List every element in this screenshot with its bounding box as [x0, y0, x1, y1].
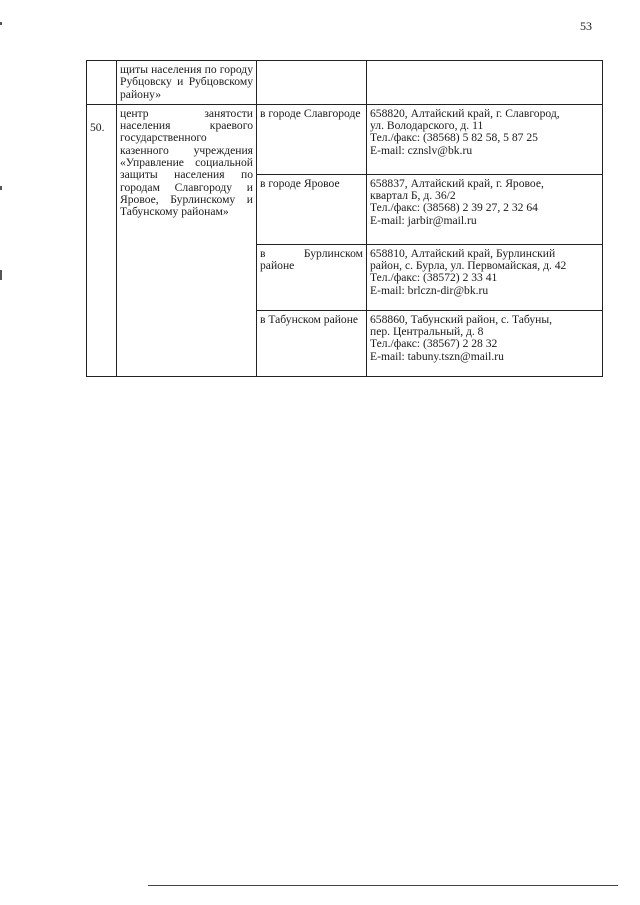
address-cell-empty [367, 61, 603, 105]
bottom-rule [148, 885, 618, 886]
address-line: район, с. Бурла, ул. Первомайская, д. 42 [370, 259, 567, 273]
scan-mark [0, 22, 2, 25]
email-line: E-mail: cznslv@bk.ru [370, 143, 473, 157]
org-name-cell: центр занятости населения краевого государственного казенного учреждения «Управление социальной защиты населения по городам Славгороду и Яровое, Бурлинскому и Табунскому районам» [117, 104, 257, 376]
address-line: пер. Центральный, д. 8 [370, 325, 484, 339]
branch-contacts [367, 174, 603, 244]
branch-location: в Табунском районе [257, 310, 367, 376]
email-line: E-mail: tabuny.tszn@mail.ru [370, 349, 504, 363]
table-row [87, 104, 603, 174]
email-line: E-mail: jarbir@mail.ru [370, 213, 477, 227]
branch-contacts [367, 310, 603, 376]
phone-line: Тел./факс: (38568) 5 82 58, 5 87 25 [370, 131, 538, 145]
branch-location: в городе Славгороде [257, 104, 367, 174]
phone-line: Тел./факс: (38567) 2 28 32 [370, 337, 498, 351]
branch-contacts [367, 104, 603, 174]
address-line: квартал Б, д. 36/2 [370, 189, 456, 203]
org-name-cell: щиты населения по городу Рубцовску и Рубцовскому району» [117, 61, 257, 105]
row-number: 50. [87, 104, 117, 376]
address-line: 658820, Алтайский край, г. Славгород, [370, 106, 560, 120]
phone-line: Тел./факс: (38572) 2 33 41 [370, 271, 498, 285]
email-line: E-mail: brlczn-dir@bk.ru [370, 283, 489, 297]
offices-table [86, 60, 603, 377]
location-cell-empty [257, 61, 367, 105]
phone-line: Тел./факс: (38568) 2 39 27, 2 32 64 [370, 201, 538, 215]
branch-location: в Бурлинском районе [257, 244, 367, 310]
number-cell-empty [87, 61, 117, 105]
scan-mark [0, 270, 2, 280]
address-line: 658860, Табунский район, с. Табуны, [370, 312, 553, 326]
scan-mark [0, 186, 2, 190]
address-line: 658837, Алтайский край, г. Яровое, [370, 176, 544, 190]
address-line: ул. Володарского, д. 11 [370, 119, 484, 133]
address-line: 658810, Алтайский край, Бурлинский [370, 246, 556, 260]
branch-location: в городе Яровое [257, 174, 367, 244]
page-number: 53 [580, 19, 592, 33]
branch-contacts [367, 244, 603, 310]
continuation-row [87, 61, 603, 105]
